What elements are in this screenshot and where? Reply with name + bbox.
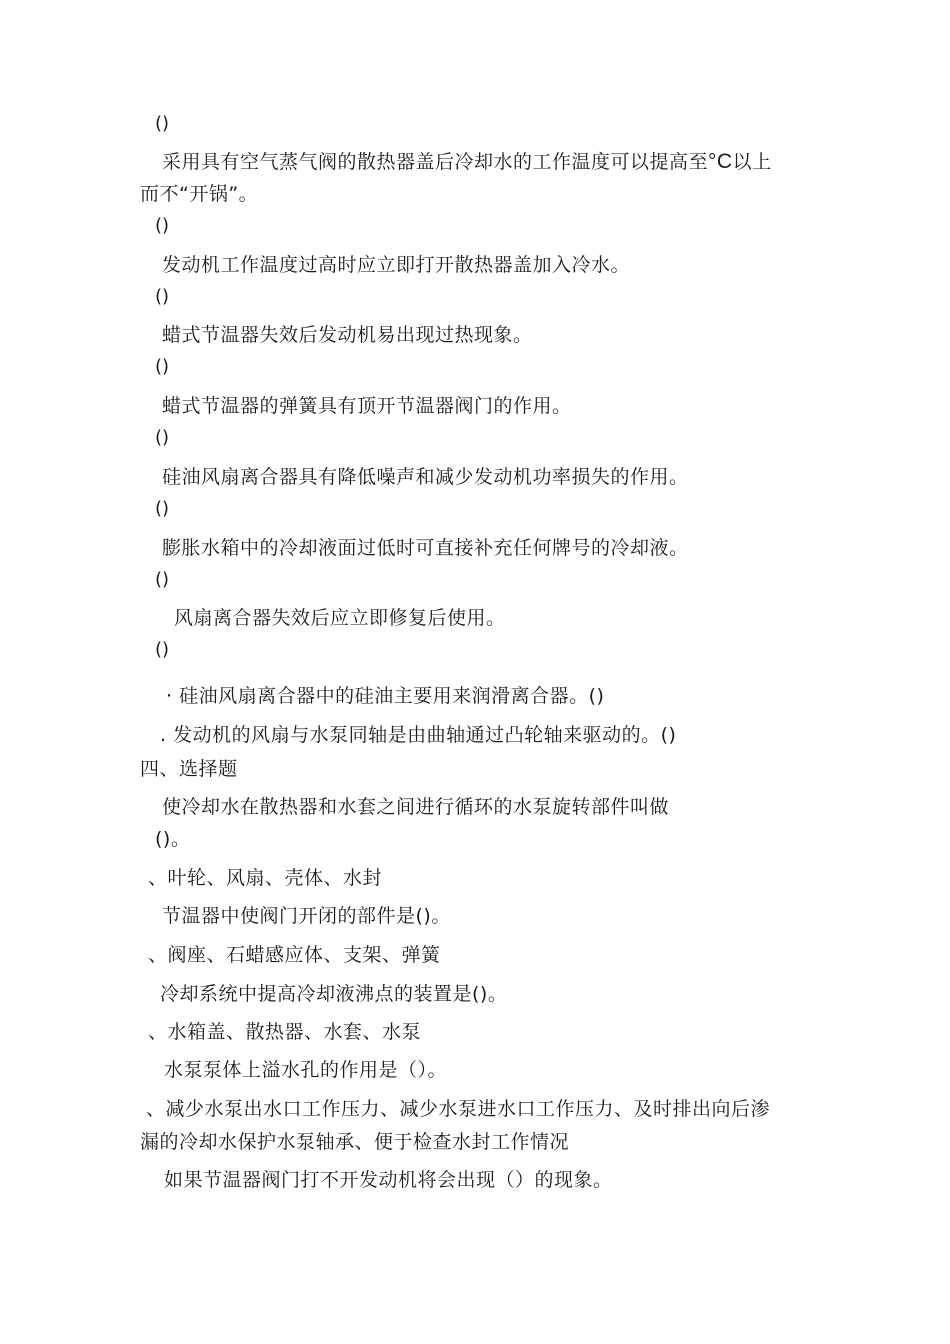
question-line: 使冷却水在散热器和水套之间进行循环的水泵旋转部件叫做 bbox=[162, 796, 670, 818]
statement-line: 膨胀水箱中的冷却液面过低时可直接补充任何牌号的冷却液。 bbox=[162, 537, 689, 559]
statement-line: 发动机工作温度过高时应立即打开散热器盖加入冷水。 bbox=[162, 254, 631, 276]
options-line: 、阀座、石蜡感应体、支架、弹簧 bbox=[148, 944, 441, 966]
answer-blank: () bbox=[155, 639, 170, 660]
answer-blank: () bbox=[155, 215, 170, 236]
answer-blank: () bbox=[155, 569, 170, 590]
statement-text: 采用具有空气蒸气阀的散热器盖后冷却水的工作温度可以提高至 bbox=[162, 151, 709, 173]
statement-line: 风扇离合器失效后应立即修复后使用。 bbox=[174, 607, 506, 629]
statement-line bbox=[162, 150, 772, 174]
question-continuation: ()。 bbox=[155, 828, 191, 850]
answer-blank: () bbox=[155, 356, 170, 377]
answer-blank: () bbox=[155, 286, 170, 307]
statement-line: 蜡式节温器的弹簧具有顶开节温器阀门的作用。 bbox=[162, 395, 572, 417]
options-line: 、水箱盖、散热器、水套、水泵 bbox=[148, 1021, 422, 1043]
statement-line: · 硅油风扇离合器中的硅油主要用来润滑离合器。() bbox=[166, 685, 605, 707]
question-line: 水泵泵体上溢水孔的作用是（）。 bbox=[164, 1059, 448, 1081]
answer-blank: () bbox=[155, 427, 170, 448]
celsius-unit: °C bbox=[708, 150, 733, 173]
answer-blank: () bbox=[155, 113, 170, 134]
options-line: 、减少水泵出水口工作压力、减少水泵进水口工作压力、及时排出向后渗 bbox=[146, 1098, 771, 1120]
statement-text: 以上 bbox=[732, 151, 772, 173]
statement-line: 硅油风扇离合器具有降低噪声和减少发动机功率损失的作用。 bbox=[162, 466, 689, 488]
section-title: 四、选择题 bbox=[140, 758, 238, 780]
answer-blank: () bbox=[155, 498, 170, 519]
statement-line: . 发动机的风扇与水泵同轴是由曲轴通过凸轮轴来驱动的。() bbox=[160, 724, 677, 746]
statement-continuation: 而不“开锅”。 bbox=[140, 183, 259, 205]
options-continuation: 漏的冷却水保护水泵轴承、便于检查水封工作情况 bbox=[140, 1131, 570, 1153]
question-line: 节温器中使阀门开闭的部件是()。 bbox=[162, 905, 451, 927]
question-line: 如果节温器阀门打不开发动机将会出现（）的现象。 bbox=[164, 1169, 613, 1191]
statement-line: 蜡式节温器失效后发动机易出现过热现象。 bbox=[162, 324, 533, 346]
options-line: 、叶轮、风扇、壳体、水封 bbox=[148, 867, 383, 889]
question-line: 冷却系统中提高冷却液沸点的装置是()。 bbox=[160, 983, 508, 1005]
